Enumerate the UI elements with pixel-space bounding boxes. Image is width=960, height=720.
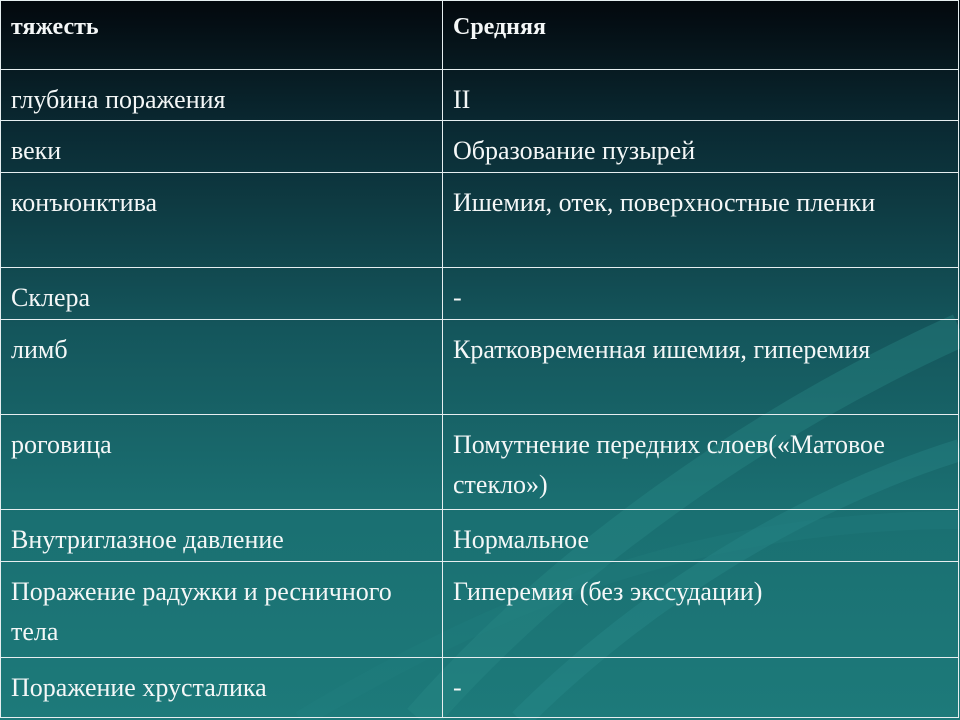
row-value: - [443, 658, 959, 718]
table-row [1, 320, 959, 415]
row-param: Поражение хрусталика [1, 658, 443, 718]
row-param: Поражение радужки и ресничного тела [1, 562, 443, 658]
row-param: Внутриглазное давление [1, 510, 443, 562]
row-param: лимб [1, 320, 443, 415]
row-param: роговица [1, 415, 443, 510]
table-row [1, 121, 959, 173]
row-param: Склера [1, 268, 443, 320]
table-row [1, 562, 959, 658]
row-value: Кратковременная ишемия, гиперемия [443, 320, 959, 415]
row-value: Ишемия, отек, поверхностные пленки [443, 173, 959, 268]
row-value: Нормальное [443, 510, 959, 562]
row-value: - [443, 268, 959, 320]
row-param: веки [1, 121, 443, 173]
table-row [1, 415, 959, 510]
row-value: Гиперемия (без экссудации) [443, 562, 959, 658]
row-value: II [443, 70, 959, 121]
table-row [1, 658, 959, 718]
table-row [1, 268, 959, 320]
header-severity: тяжесть [1, 1, 443, 70]
row-param: глубина поражения [1, 70, 443, 121]
table-row [1, 510, 959, 562]
header-medium: Средняя [443, 1, 959, 70]
table-row [1, 70, 959, 121]
row-value: Помутнение передних слоев(«Матовое стекло») [443, 415, 959, 510]
table-header-row [1, 1, 959, 70]
row-param: конъюнктива [1, 173, 443, 268]
row-value: Образование пузырей [443, 121, 959, 173]
table-row [1, 173, 959, 268]
